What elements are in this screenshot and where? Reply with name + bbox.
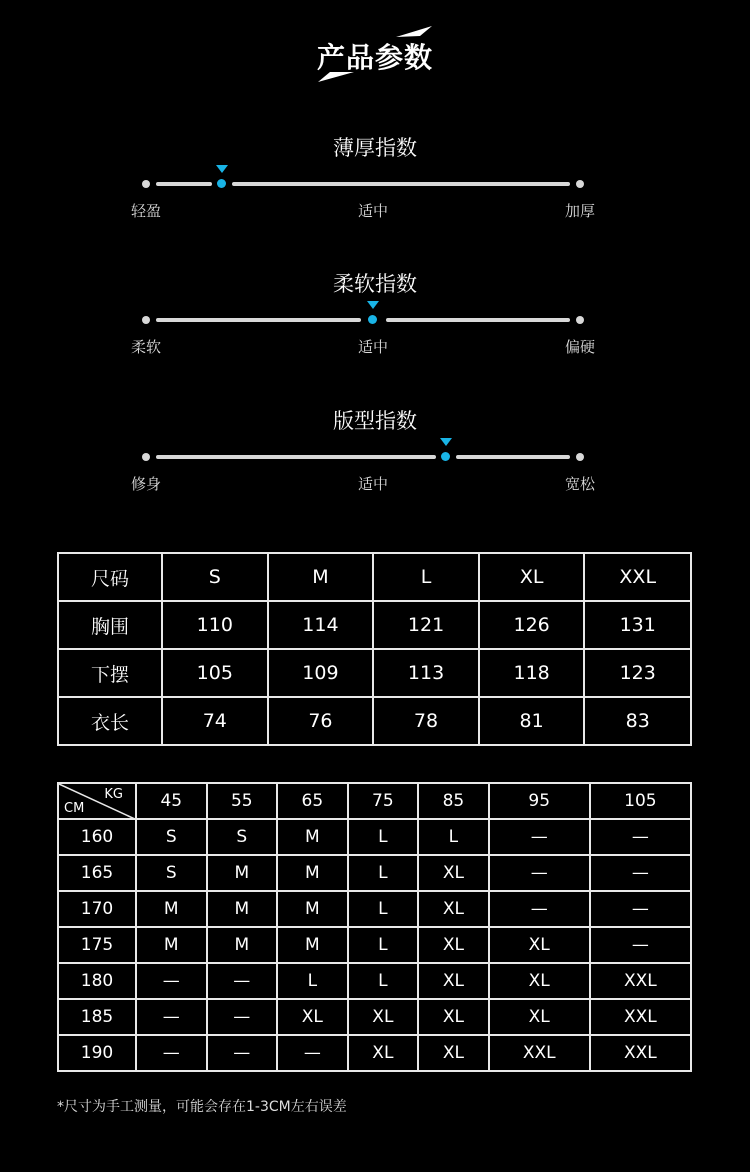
measurement-note: *尺寸为手工测量，可能会存在1-3CM左右误差 — [57, 1099, 347, 1115]
scale-label-left: 轻盈 — [130, 202, 161, 220]
table-row — [58, 697, 691, 745]
table-header-cell: XXL — [584, 553, 691, 601]
table-cell: XL — [418, 927, 489, 963]
table-cell: — — [590, 891, 691, 927]
table-cell: 123 — [584, 649, 691, 697]
table-cell: XXL — [590, 999, 691, 1035]
table-cell: — — [590, 819, 691, 855]
scale-end-dot — [142, 180, 150, 188]
table-cell: — — [207, 999, 278, 1035]
table-cell: M — [277, 819, 348, 855]
table-header-cell: S — [162, 553, 268, 601]
table-cell: S — [136, 819, 207, 855]
table-cell: L — [277, 963, 348, 999]
table-cell: XL — [418, 963, 489, 999]
table-header-cell: 45 — [136, 783, 207, 819]
scale-label-right: 加厚 — [564, 202, 595, 220]
table-cell: 175 — [58, 927, 136, 963]
table-header-cell: 95 — [489, 783, 590, 819]
table-cell: 114 — [268, 601, 374, 649]
table-header-cell: 85 — [418, 783, 489, 819]
table-cell: — — [590, 927, 691, 963]
table-cell: — — [136, 999, 207, 1035]
table-cell: M — [207, 891, 278, 927]
scale-end-dot — [576, 453, 584, 461]
table-cell: 170 — [58, 891, 136, 927]
scale-track — [156, 455, 436, 459]
table-cell: — — [489, 855, 590, 891]
table-header-cell: 105 — [590, 783, 691, 819]
table-cell: 胸围 — [58, 601, 162, 649]
table-cell: 下摆 — [58, 649, 162, 697]
table-cell: XL — [348, 1035, 419, 1071]
table-header-cell: 尺码 — [58, 553, 162, 601]
table-cell: L — [348, 891, 419, 927]
scale-label-left: 柔软 — [130, 338, 161, 356]
table-header-cell: 65 — [277, 783, 348, 819]
table-cell: L — [418, 819, 489, 855]
table-cell: 185 — [58, 999, 136, 1035]
scale-label-right: 偏硬 — [564, 338, 595, 356]
table-cell: 165 — [58, 855, 136, 891]
table-cell: XL — [418, 855, 489, 891]
scale-marker-icon — [440, 438, 452, 446]
table-header-cell: 75 — [348, 783, 419, 819]
table-header-row — [58, 783, 691, 819]
table-cell: L — [348, 855, 419, 891]
table-row — [58, 649, 691, 697]
table-cell: XL — [418, 891, 489, 927]
table-cell: XL — [489, 927, 590, 963]
table-cell: 126 — [479, 601, 585, 649]
table-cell: 190 — [58, 1035, 136, 1071]
page-title: 产品参数 — [316, 41, 433, 74]
table-cell: XXL — [489, 1035, 590, 1071]
scale-label-right: 宽松 — [564, 475, 595, 493]
scale-label-mid: 适中 — [357, 338, 388, 356]
table-cell: — — [590, 855, 691, 891]
table-cell: — — [489, 819, 590, 855]
corner-cell — [58, 783, 136, 819]
scale-track — [386, 318, 570, 322]
table-row — [58, 819, 691, 855]
scale-label-mid: 适中 — [357, 202, 388, 220]
scale-title: 薄厚指数 — [333, 136, 417, 160]
table-cell: L — [348, 963, 419, 999]
table-row — [58, 601, 691, 649]
table-cell: XL — [418, 1035, 489, 1071]
table-cell: — — [277, 1035, 348, 1071]
scale-track — [232, 182, 570, 186]
scale-end-dot — [576, 316, 584, 324]
table-cell: 74 — [162, 697, 268, 745]
table-cell: M — [277, 927, 348, 963]
table-cell: 113 — [373, 649, 479, 697]
scale-track — [156, 182, 212, 186]
table-cell: M — [136, 927, 207, 963]
table-cell: XL — [489, 999, 590, 1035]
table-cell: M — [277, 855, 348, 891]
table-cell: — — [207, 1035, 278, 1071]
table-cell: XL — [348, 999, 419, 1035]
table-cell: — — [489, 891, 590, 927]
scale-label-mid: 适中 — [357, 475, 388, 493]
table-cell: XXL — [590, 1035, 691, 1071]
scale-end-dot — [576, 180, 584, 188]
table-header-cell: 55 — [207, 783, 278, 819]
scale-marker-icon — [367, 301, 379, 309]
scale-end-dot — [142, 453, 150, 461]
scale-title: 版型指数 — [333, 409, 417, 433]
table-cell: 105 — [162, 649, 268, 697]
table-cell: 81 — [479, 697, 585, 745]
table-cell: 180 — [58, 963, 136, 999]
table-cell: M — [207, 927, 278, 963]
table-cell: L — [348, 819, 419, 855]
table-header-cell: L — [373, 553, 479, 601]
table-cell: 131 — [584, 601, 691, 649]
table-header-row — [58, 553, 691, 601]
table-cell: XL — [418, 999, 489, 1035]
table-cell: 110 — [162, 601, 268, 649]
scale-title: 柔软指数 — [333, 272, 417, 296]
table-cell: S — [136, 855, 207, 891]
scale-track — [156, 318, 361, 322]
table-cell: 78 — [373, 697, 479, 745]
scale-marker-dot — [441, 452, 450, 461]
scale-marker-dot — [368, 315, 377, 324]
table-cell: 121 — [373, 601, 479, 649]
table-cell: 118 — [479, 649, 585, 697]
scale-marker-icon — [216, 165, 228, 173]
table-row — [58, 855, 691, 891]
size-fit-table — [57, 782, 692, 1072]
table-header-cell: M — [268, 553, 374, 601]
table-cell: — — [207, 963, 278, 999]
size-measure-table — [57, 552, 692, 746]
table-row — [58, 891, 691, 927]
table-cell: 76 — [268, 697, 374, 745]
table-cell: XXL — [590, 963, 691, 999]
table-cell: 衣长 — [58, 697, 162, 745]
table-cell: 83 — [584, 697, 691, 745]
scale-end-dot — [142, 316, 150, 324]
height-axis-label: CM — [64, 801, 85, 816]
scale-track — [456, 455, 570, 459]
table-cell: XL — [277, 999, 348, 1035]
table-cell: — — [136, 963, 207, 999]
scale-marker-dot — [217, 179, 226, 188]
table-cell: L — [348, 927, 419, 963]
table-cell: 160 — [58, 819, 136, 855]
table-cell: M — [136, 891, 207, 927]
table-cell: 109 — [268, 649, 374, 697]
table-cell: M — [277, 891, 348, 927]
weight-axis-label: KG — [104, 787, 123, 802]
scale-label-left: 修身 — [130, 475, 161, 493]
table-row — [58, 999, 691, 1035]
table-row — [58, 927, 691, 963]
table-cell: S — [207, 819, 278, 855]
table-cell: XL — [489, 963, 590, 999]
table-row — [58, 963, 691, 999]
table-cell: — — [136, 1035, 207, 1071]
table-cell: M — [207, 855, 278, 891]
table-row — [58, 1035, 691, 1071]
table-header-cell: XL — [479, 553, 585, 601]
